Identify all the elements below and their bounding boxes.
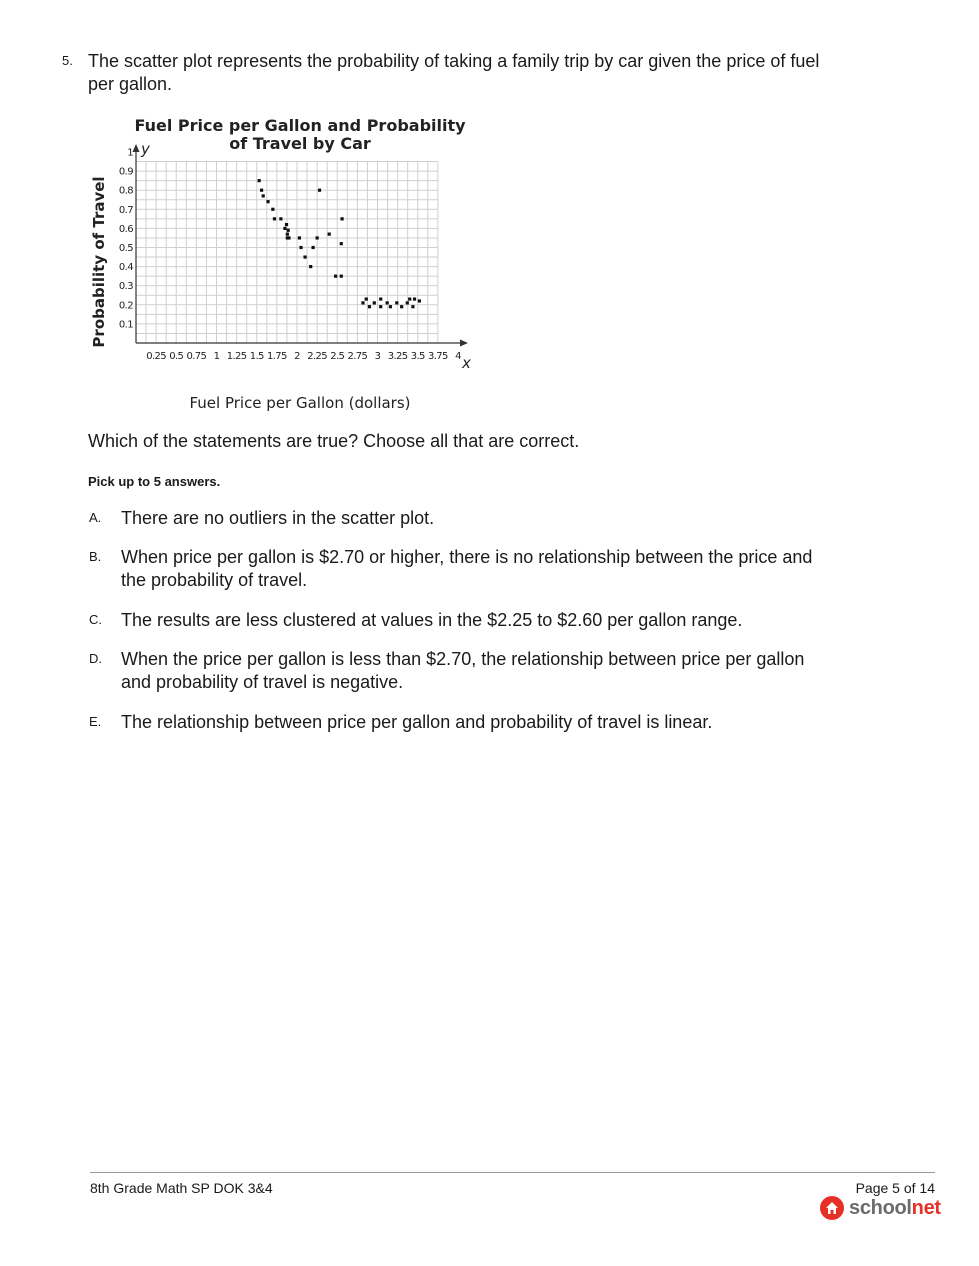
x-tick-label: 3.5 <box>410 351 425 362</box>
y-tick-label: 0.3 <box>118 281 133 293</box>
option-e-text[interactable]: The relationship between price per gallon and probability of travel is linear. <box>121 712 713 732</box>
data-point <box>312 246 315 249</box>
x-axis-arrow <box>460 340 468 347</box>
x-tick-label: 2.25 <box>307 351 328 362</box>
data-point <box>340 242 343 245</box>
x-tick-label: 1.75 <box>266 351 287 362</box>
x-tick-label: 3.75 <box>427 351 448 362</box>
chart-grid <box>136 162 438 343</box>
footer-course-title: 8th Grade Math SP DOK 3&4 <box>90 1180 273 1196</box>
question-text: The scatter plot represents the probability of taking a family trip by car given the price of fuel per gallon. <box>88 51 820 94</box>
data-point <box>271 208 274 211</box>
option-c-text[interactable]: The results are less clustered at values in the $2.25 to $2.60 per gallon range. <box>121 610 743 630</box>
option-e-letter[interactable]: E. <box>89 714 102 729</box>
x-tick-label: 1 <box>213 351 220 362</box>
chart-y-label: Probability of Travel <box>90 176 108 348</box>
data-point <box>258 179 261 182</box>
x-tick-label: 1.5 <box>249 351 264 362</box>
brand-name-part1: school <box>849 1196 912 1219</box>
chart-points <box>258 179 421 308</box>
data-point <box>334 275 337 278</box>
option-d-text[interactable]: When the price per gallon is less than $2.70, the relationship between price per gallon and probability of travel is negative. <box>121 649 805 692</box>
data-point <box>283 227 286 230</box>
x-tick-label: 3.25 <box>387 351 408 362</box>
data-point <box>286 233 289 236</box>
y-tick-label: 0.8 <box>118 185 133 197</box>
data-point <box>340 217 343 220</box>
data-point <box>400 305 403 308</box>
schoolnet-logo <box>820 1195 941 1221</box>
x-tick-label: 2.75 <box>347 351 368 362</box>
y-tick-label: 0.9 <box>118 166 133 178</box>
data-point <box>389 305 392 308</box>
chart-y-axis-letter: y <box>141 140 150 158</box>
data-point <box>309 265 312 268</box>
data-point <box>266 200 269 203</box>
data-point <box>340 275 343 278</box>
y-tick-label: 0.2 <box>118 300 133 312</box>
y-axis-arrow <box>133 144 140 152</box>
data-point <box>328 233 331 236</box>
y-tick-label: 0.7 <box>118 204 133 216</box>
data-point <box>299 246 302 249</box>
y-tick-label: 0.6 <box>118 223 133 235</box>
data-point <box>411 305 414 308</box>
answer-instruction: Pick up to 5 answers. <box>88 474 221 489</box>
y-tick-label: 0.5 <box>118 243 133 254</box>
chart-x-axis-letter: x <box>462 354 471 372</box>
question-prompt: Which of the statements are true? Choose all that are correct. <box>88 431 580 451</box>
data-point <box>373 301 376 304</box>
footer-divider <box>90 1172 935 1173</box>
x-tick-label: 2.5 <box>330 351 345 362</box>
data-point <box>368 305 371 308</box>
data-point <box>316 236 319 239</box>
x-tick-label: 1.25 <box>226 351 247 362</box>
data-point <box>413 297 416 300</box>
chart-x-label: Fuel Price per Gallon (dollars) <box>189 394 411 412</box>
y-tick-label: 0.1 <box>118 319 133 331</box>
data-point <box>298 236 301 239</box>
data-point <box>260 189 263 192</box>
y-tick-label: 0.4 <box>118 262 133 274</box>
data-point <box>262 194 265 197</box>
x-tick-label: 2 <box>294 351 300 362</box>
option-b-letter[interactable]: B. <box>89 549 102 564</box>
scatter-chart <box>85 112 485 418</box>
question-number: 5. <box>62 53 73 68</box>
option-d-letter[interactable]: D. <box>89 651 102 666</box>
x-tick-label: 0.75 <box>186 351 207 362</box>
x-tick-label: 4 <box>455 351 461 362</box>
data-point <box>361 301 364 304</box>
house-icon <box>820 1196 844 1220</box>
option-c-letter[interactable]: C. <box>89 612 102 627</box>
chart-title-line1: Fuel Price per Gallon and Probability <box>134 116 466 135</box>
chart-title-line2: of Travel by Car <box>229 134 371 153</box>
scatter-plot-svg <box>85 112 485 418</box>
y-tick-label: 1 <box>127 147 133 159</box>
data-point <box>279 217 282 220</box>
footer-page-number: Page 5 of 14 <box>855 1180 935 1196</box>
chart-tick-labels <box>119 148 461 363</box>
brand-name-part2: net <box>911 1196 941 1219</box>
data-point <box>408 297 411 300</box>
data-point <box>379 297 382 300</box>
x-tick-label: 0.25 <box>146 351 167 362</box>
option-a-text[interactable]: There are no outliers in the scatter plot. <box>121 508 435 528</box>
data-point <box>365 297 368 300</box>
data-point <box>303 255 306 258</box>
data-point <box>406 301 409 304</box>
data-point <box>287 236 290 239</box>
x-tick-label: 3 <box>374 351 381 362</box>
data-point <box>285 223 288 226</box>
option-a-letter[interactable]: A. <box>89 510 102 525</box>
x-tick-label: 0.5 <box>169 351 184 362</box>
data-point <box>379 305 382 308</box>
data-point <box>287 229 290 232</box>
option-b-text[interactable]: When price per gallon is $2.70 or higher, there is no relationship between the price and the probability of travel. <box>121 547 813 590</box>
data-point <box>318 189 321 192</box>
data-point <box>273 217 276 220</box>
data-point <box>418 299 421 302</box>
data-point <box>386 301 389 304</box>
data-point <box>395 301 398 304</box>
